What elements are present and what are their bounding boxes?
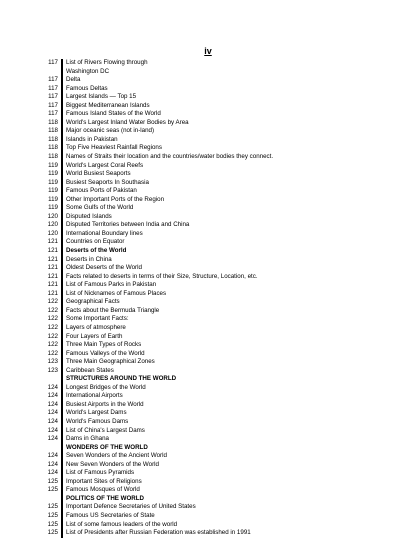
toc-entry-title: Disputed Islands [66, 212, 112, 220]
toc-entry [38, 179, 398, 188]
toc-entry [38, 127, 398, 136]
toc-entry-title: World's Famous Dams [66, 417, 129, 425]
toc-entry [38, 529, 398, 538]
toc-section-heading [38, 247, 398, 256]
toc-entry-title: Famous Mosques of World [66, 486, 140, 494]
toc-divider-bar [61, 358, 63, 367]
toc-page-number: 122 [47, 298, 58, 306]
toc-divider-bar [61, 375, 63, 384]
toc-divider-bar [61, 324, 63, 333]
toc-divider-bar [61, 290, 63, 299]
toc-entry-title: POLITICS OF THE WORLD [66, 494, 145, 502]
toc-entry [38, 93, 398, 102]
toc-entry-title: Caribbean States [66, 366, 114, 374]
toc-divider-bar [61, 401, 63, 410]
toc-divider-bar [61, 93, 63, 102]
toc-page-number: 124 [47, 392, 58, 400]
page-label: iv [204, 46, 212, 56]
toc-entry-title: Largest Islands — Top 15 [66, 93, 137, 101]
toc-section-heading [38, 375, 398, 384]
toc-section-heading [38, 495, 398, 504]
toc-page-number: 125 [47, 520, 58, 528]
toc-entry-title: List of Nicknames of Famous Places [66, 289, 167, 297]
toc-entry [38, 230, 398, 239]
toc-entry [38, 315, 398, 324]
toc-entry-title: Top Five Heaviest Rainfall Regions [66, 144, 162, 152]
toc-entry-title: Delta [66, 76, 81, 84]
toc-page-number: 121 [47, 281, 58, 289]
toc-entry-title: Famous Island States of the World [66, 110, 161, 118]
toc-divider-bar [61, 68, 63, 77]
toc-entry [38, 350, 398, 359]
toc-divider-bar [61, 298, 63, 307]
toc-entry-title: Important Defence Secretaries of United States [66, 503, 196, 511]
toc-divider-bar [61, 238, 63, 247]
toc-divider-bar [61, 59, 63, 68]
toc-entry-title: Famous Valleys of the World [66, 349, 145, 357]
toc-entry [38, 221, 398, 230]
toc-page-number: 120 [47, 229, 58, 237]
toc-entry-title: Names of Straits their location and the countries/water bodies they connect. [66, 153, 274, 161]
toc-page-number: 117 [48, 93, 58, 101]
toc-divider-bar [61, 196, 63, 205]
toc-page-number: 124 [47, 383, 58, 391]
toc-divider-bar [61, 469, 63, 478]
toc-entry-title: Busiest Seaports In Southasia [66, 178, 149, 186]
toc-divider-bar [61, 486, 63, 495]
toc-divider-bar [61, 127, 63, 136]
toc-page-number: 121 [47, 272, 58, 280]
toc-entry [38, 162, 398, 171]
toc-entry [38, 153, 398, 162]
toc-entry [38, 307, 398, 316]
toc-entry-title: Layers of atmosphere [66, 323, 126, 331]
toc-entry-title: New Seven Wonders of the World [66, 460, 159, 468]
toc-page-number: 125 [47, 511, 58, 519]
toc-divider-bar [61, 273, 63, 282]
toc-divider-bar [61, 179, 63, 188]
toc-divider-bar [61, 461, 63, 470]
toc-page-number: 125 [47, 477, 58, 485]
toc-page-number: 123 [47, 358, 58, 366]
toc-entry-title: Three Main Geographical Zones [66, 358, 155, 366]
toc-page-number: 125 [47, 503, 58, 511]
toc-page-number: 125 [47, 486, 58, 494]
toc-entry-title: Famous Ports of Pakistan [66, 187, 137, 195]
toc-page-number: 122 [47, 323, 58, 331]
toc-divider-bar [61, 341, 63, 350]
toc-divider-bar [61, 350, 63, 359]
toc-entry-title: WONDERS OF THE WORLD [66, 443, 148, 451]
toc-page-number: 120 [47, 221, 58, 229]
toc-divider-bar [61, 102, 63, 111]
toc-divider-bar [61, 315, 63, 324]
toc-divider-bar [61, 521, 63, 530]
toc-entry-title: List of Presidents after Russian Federation was established in 1991 [66, 529, 251, 537]
toc-entry [38, 452, 398, 461]
toc-page-number: 118 [48, 144, 58, 152]
toc-entry [38, 367, 398, 376]
toc-divider-bar [61, 409, 63, 418]
toc-entry [38, 119, 398, 128]
toc-entry [38, 384, 398, 393]
toc-entry-title: Other Important Ports of the Region [66, 195, 165, 203]
toc-page-number: 117 [48, 110, 58, 118]
toc-divider-bar [61, 144, 63, 153]
toc-page-number: 121 [47, 247, 58, 255]
toc-divider-bar [61, 247, 63, 256]
toc-entry [38, 409, 398, 418]
toc-entry-title: Biggest Mediterranean Islands [66, 101, 150, 109]
toc-entry [38, 503, 398, 512]
toc-entry-title: Facts related to deserts in terms of their Size, Structure, Location, etc. [66, 272, 258, 280]
toc-divider-bar [61, 162, 63, 171]
toc-entry [38, 427, 398, 436]
toc-divider-bar [61, 444, 63, 453]
toc-divider-bar [61, 187, 63, 196]
toc-divider-bar [61, 452, 63, 461]
toc-divider-bar [61, 136, 63, 145]
toc-page-number: 117 [48, 101, 58, 109]
toc-divider-bar [61, 213, 63, 222]
toc-entry [38, 144, 398, 153]
toc-entry [38, 76, 398, 85]
toc-page-number: 124 [47, 400, 58, 408]
toc-entry [38, 273, 398, 282]
toc-page-number: 119 [48, 187, 58, 195]
toc-page-number: 119 [48, 161, 58, 169]
toc-page-number: 118 [48, 127, 58, 135]
toc-divider-bar [61, 418, 63, 427]
toc-divider-bar [61, 85, 63, 94]
toc-entry-title: Some Important Facts: [66, 315, 129, 323]
toc-entry-title: Geographical Facts [66, 298, 120, 306]
toc-entry-title: List of China's Largest Dams [66, 426, 145, 434]
toc-divider-bar [61, 256, 63, 265]
toc-page-number: 119 [48, 170, 58, 178]
toc-entry [38, 298, 398, 307]
toc-entry-title: International Airports [66, 392, 123, 400]
toc-page-number: 124 [47, 460, 58, 468]
toc-page-number: 119 [48, 195, 58, 203]
toc-entry-title: Important Sites of Religions [66, 477, 142, 485]
toc-entry-title: Major oceanic seas (not in-land) [66, 127, 155, 135]
toc-page-number: 124 [47, 417, 58, 425]
toc-entry [38, 136, 398, 145]
toc-entry-title: List of Rivers Flowing through [66, 59, 148, 66]
toc-entry [38, 256, 398, 265]
toc-page-number: 122 [47, 315, 58, 323]
toc-divider-bar [61, 204, 63, 213]
toc-entry [38, 238, 398, 247]
toc-entry-title: Busiest Airports in the World [66, 400, 144, 408]
toc-page-number: 119 [48, 204, 58, 212]
toc-page-number: 124 [47, 426, 58, 434]
toc-entry [38, 85, 398, 94]
toc-divider-bar [61, 307, 63, 316]
toc-page-number: 125 [47, 529, 58, 537]
toc-entry-title: Seven Wonders of the Ancient World [66, 452, 167, 460]
toc-page-number: 124 [47, 435, 58, 443]
toc-entry-title: Washington DC [66, 67, 110, 75]
toc-entry [38, 290, 398, 299]
toc-entry [38, 102, 398, 111]
toc-entry-title: List of Famous Pyramids [66, 469, 135, 477]
toc-entry [38, 478, 398, 487]
toc-entry-title: Deserts of the World [66, 247, 127, 255]
toc-divider-bar [61, 264, 63, 273]
toc-entry [38, 341, 398, 350]
toc-divider-bar [61, 512, 63, 521]
toc-divider-bar [61, 110, 63, 119]
toc-entry [38, 68, 398, 77]
toc-divider-bar [61, 427, 63, 436]
toc-divider-bar [61, 495, 63, 504]
toc-entry [38, 418, 398, 427]
toc-divider-bar [61, 333, 63, 342]
toc-divider-bar [61, 503, 63, 512]
toc-entry-title: Oldest Deserts of the World [66, 264, 142, 272]
toc-divider-bar [61, 119, 63, 128]
toc-entry-title: World Busiest Seaports [66, 170, 131, 178]
toc-entry-title: Deserts in China [66, 255, 112, 263]
toc-entry-title: List of Famous Parks in Pakistan [66, 281, 157, 289]
toc-divider-bar [61, 170, 63, 179]
toc-entry-title: International Boundary lines [66, 229, 143, 237]
toc-page-number: 117 [48, 76, 58, 84]
toc-entry-title: World's Largest Inland Water Bodies by Area [66, 118, 189, 126]
toc-page-number: 122 [47, 349, 58, 357]
toc-page-number: 123 [47, 366, 58, 374]
toc-divider-bar [61, 367, 63, 376]
toc-entry [38, 204, 398, 213]
toc-entry-title: Famous US Secretaries of State [66, 511, 155, 519]
toc-entry-title: Islands in Pakistan [66, 135, 118, 143]
toc-divider-bar [61, 281, 63, 290]
toc-entry [38, 521, 398, 530]
toc-entry [38, 196, 398, 205]
toc-page-number: 118 [48, 153, 58, 161]
toc-page-number: 122 [47, 306, 58, 314]
toc-entry-title: Dams in Ghana [66, 435, 109, 443]
toc-page-number: 118 [48, 118, 58, 126]
toc-page-number: 117 [48, 84, 58, 92]
toc-entry [38, 333, 398, 342]
toc-entry-title: Longest Bridges of the World [66, 383, 146, 391]
toc-entry [38, 469, 398, 478]
toc-divider-bar [61, 221, 63, 230]
toc-entry [38, 512, 398, 521]
toc-divider-bar [61, 153, 63, 162]
toc-page-number: 119 [48, 178, 58, 186]
toc-divider-bar [61, 230, 63, 239]
toc-page-number: 122 [47, 332, 58, 340]
toc-divider-bar [61, 392, 63, 401]
toc-entry-title: Countries on Equator [66, 238, 125, 246]
toc-entry-title: Four Layers of Earth [66, 332, 123, 340]
toc-entry-title: List of some famous leaders of the world [66, 520, 178, 528]
toc-divider-bar [61, 384, 63, 393]
toc-entry [38, 392, 398, 401]
toc-page-number: 120 [47, 212, 58, 220]
toc-entry [38, 59, 398, 68]
toc-entry [38, 187, 398, 196]
toc-entry-title: World's Largest Coral Reefs [66, 161, 144, 169]
toc-entry [38, 461, 398, 470]
toc-entry [38, 358, 398, 367]
toc-entry [38, 281, 398, 290]
toc-entry [38, 401, 398, 410]
toc-entry-title: Disputed Territories between India and China [66, 221, 190, 229]
toc-page-number: 121 [47, 255, 58, 263]
toc-entry-title: STRUCTURES AROUND THE WORLD [66, 375, 177, 383]
toc-entry [38, 264, 398, 273]
toc-entry-title: Facts about the Bermuda Triangle [66, 306, 160, 314]
toc-entry-title: Three Main Types of Rocks [66, 341, 142, 349]
toc-page-number: 121 [47, 289, 58, 297]
table-of-contents [38, 59, 398, 538]
toc-entry [38, 435, 398, 444]
toc-entry [38, 213, 398, 222]
toc-entry-title: World's Largest Dams [66, 409, 127, 417]
toc-section-heading [38, 444, 398, 453]
toc-page-number: 124 [47, 452, 58, 460]
toc-divider-bar [61, 435, 63, 444]
toc-page-number: 118 [48, 135, 58, 143]
toc-divider-bar [61, 478, 63, 487]
toc-entry [38, 324, 398, 333]
toc-page-number: 121 [47, 264, 58, 272]
toc-entry [38, 170, 398, 179]
toc-entry-title: Famous Deltas [66, 84, 108, 92]
toc-page-number: 124 [47, 469, 58, 477]
toc-page-number: 117 [48, 59, 58, 66]
toc-entry-title: Some Gulfs of the World [66, 204, 134, 212]
toc-divider-bar [61, 76, 63, 85]
toc-entry [38, 486, 398, 495]
toc-divider-bar [61, 529, 63, 538]
toc-entry [38, 110, 398, 119]
toc-page-number: 122 [47, 341, 58, 349]
toc-page-number: 121 [47, 238, 58, 246]
toc-page-number: 124 [47, 409, 58, 417]
